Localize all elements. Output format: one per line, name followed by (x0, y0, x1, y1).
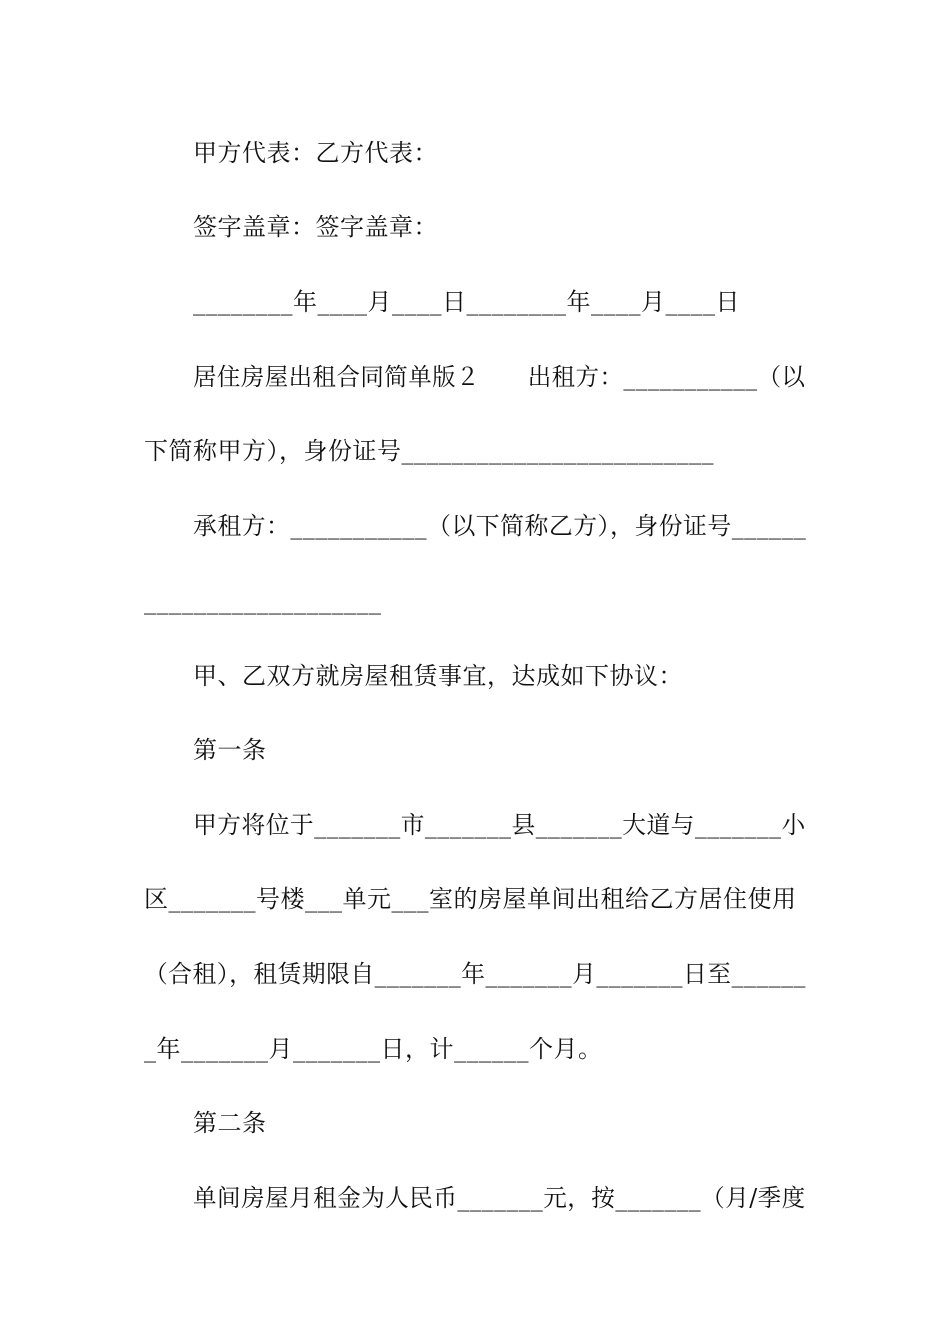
signature-representatives: 甲方代表：乙方代表： (193, 139, 438, 167)
lessee-line: 承租方：___________（以下简称乙方），身份证号______ (193, 512, 807, 540)
contract-title-lessor: 居住房屋出租合同简单版２ 出租方：___________（以 (193, 363, 806, 391)
agreement-intro: 甲、乙双方就房屋租赁事宜，达成如下协议： (193, 662, 683, 690)
signature-dates: ________年____月____日________年____月____日 (193, 288, 740, 316)
article-2-heading: 第二条 (193, 1109, 267, 1137)
lessor-id-line: 下简称甲方），身份证号_________________________ (144, 437, 714, 465)
article-1-heading: 第一条 (193, 736, 267, 764)
signature-seal: 签字盖章：签字盖章： (193, 213, 438, 241)
article-1-text-4: _年_______月_______日，计______个月。 (144, 1035, 603, 1063)
article-1-text-1: 甲方将位于_______市_______县_______大道与_______小 (193, 811, 806, 839)
article-2-text-1: 单间房屋月租金为人民币_______元，按_______（月/季度 (193, 1184, 806, 1212)
article-1-text-2: 区_______号楼___单元___室的房屋单间出租给乙方居住使用 (144, 885, 797, 913)
lessee-id-blank: ___________________ (144, 587, 382, 615)
article-1-text-3: （合租），租赁期限自_______年_______月_______日至______ (144, 960, 806, 988)
